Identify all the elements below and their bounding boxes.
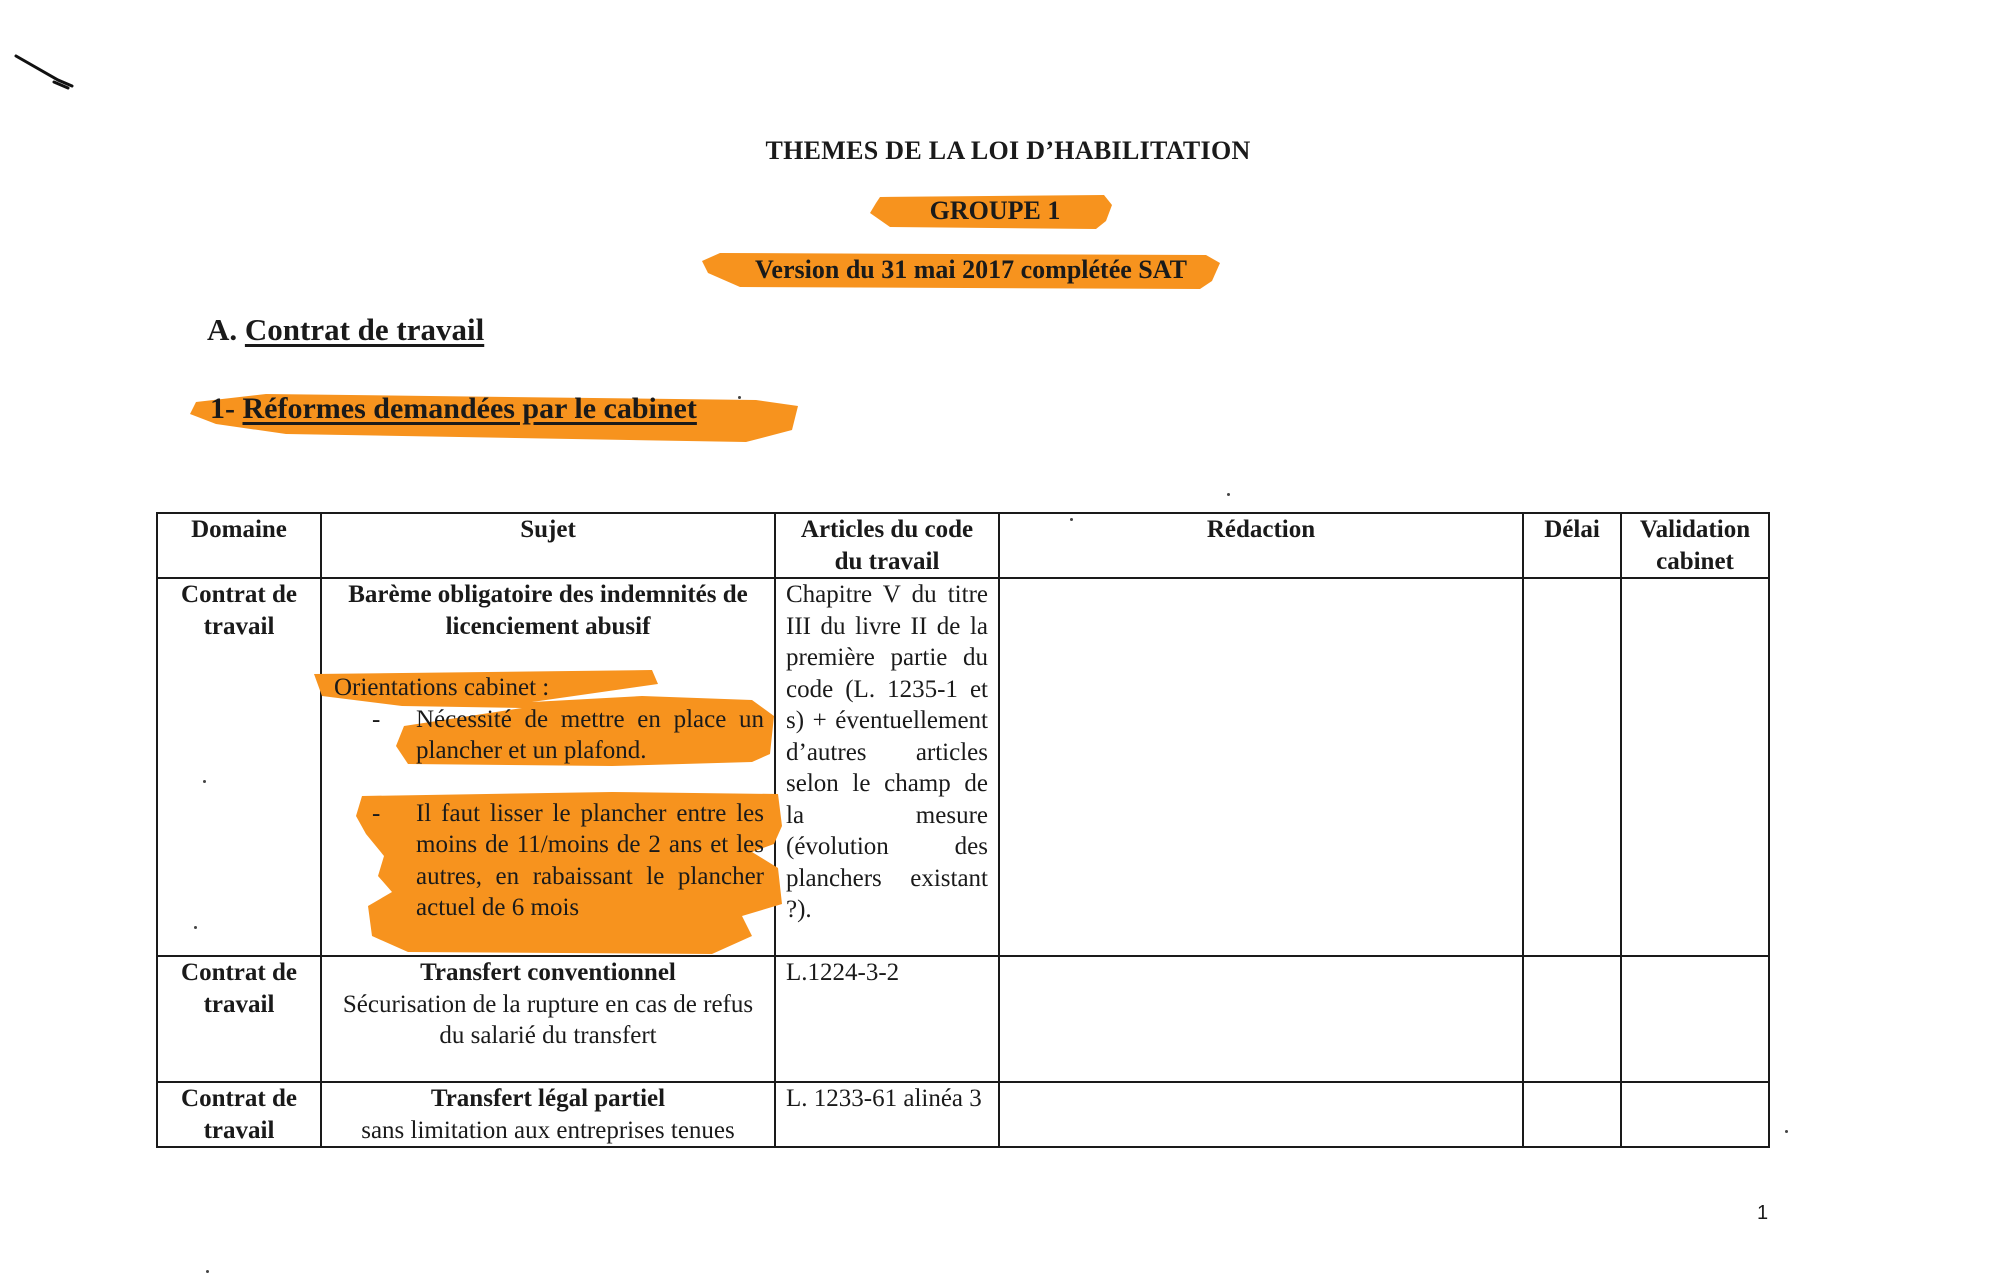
header-delay: Délai <box>1523 513 1621 578</box>
document-title: THEMES DE LA LOI D’HABILITATION <box>765 136 1251 165</box>
domain-cell: Contrat de travail <box>157 578 321 956</box>
header-validation: Validation cabinet <box>1621 513 1769 578</box>
section-title: Contrat de travail <box>244 312 485 347</box>
scan-speck <box>1785 1130 1788 1133</box>
redaction-cell <box>999 578 1523 956</box>
orientations-block <box>332 672 764 924</box>
table-row <box>157 956 1769 1082</box>
table-header-row <box>157 513 1769 578</box>
scan-speck <box>194 926 197 929</box>
pen-mark-icon <box>14 52 76 92</box>
table-row <box>157 1082 1769 1147</box>
subject-title: Barème obligatoire des indemnités de licenciement abusif <box>348 581 748 640</box>
themes-table <box>156 512 1770 1148</box>
section-heading <box>207 312 484 348</box>
header-articles: Articles du code du travail <box>775 513 999 578</box>
version-label <box>700 249 1222 291</box>
validation-cell <box>1621 956 1769 1082</box>
scan-speck <box>738 396 741 399</box>
subject-cell <box>321 578 775 956</box>
delay-cell <box>1523 956 1621 1082</box>
redaction-cell <box>999 956 1523 1082</box>
articles-cell: L.1224-3-2 <box>775 956 999 1082</box>
bullet-mark: - <box>372 799 381 827</box>
subject-title: Transfert conventionnel <box>420 959 676 986</box>
subsection-number: 1- <box>210 392 235 425</box>
section-letter: A. <box>207 312 238 347</box>
subject-text: sans limitation aux entreprises tenues <box>361 1116 735 1144</box>
bullet-text: Nécessité de mettre en place un plancher et un plafond. <box>416 705 764 764</box>
group-label <box>866 191 1116 231</box>
header-domain: Domaine <box>157 513 321 578</box>
scan-speck <box>1227 493 1230 496</box>
orientation-bullet <box>332 704 764 767</box>
subject-title: Transfert légal partiel <box>430 1085 666 1112</box>
table-row <box>157 578 1769 956</box>
validation-cell <box>1621 578 1769 956</box>
articles-cell: L. 1233-61 alinéa 3 <box>775 1082 999 1147</box>
group-text: GROUPE 1 <box>929 196 1061 225</box>
subject-cell <box>321 956 775 1082</box>
subject-text: Sécurisation de la rupture en cas de refus du salarié du transfert <box>342 990 754 1049</box>
domain-cell: Contrat de travail <box>157 1082 321 1147</box>
page-number: 1 <box>1757 1202 1769 1224</box>
orientations-title: Orientations cabinet : <box>334 674 550 701</box>
articles-cell: Chapitre V du titre III du livre II de la première partie du code (L. 1235-1 et s) + éventuellement d’autres articles selon le champ de la mesure (évolution des planchers existant ?). <box>775 578 999 956</box>
scan-speck <box>203 780 206 783</box>
delay-cell <box>1523 578 1621 956</box>
header-redaction: Rédaction <box>999 513 1523 578</box>
bullet-mark: - <box>372 705 381 733</box>
version-text: Version du 31 mai 2017 complétée SAT <box>755 255 1187 284</box>
header-subject: Sujet <box>321 513 775 578</box>
subsection-heading <box>186 384 802 446</box>
subsection-title: Réformes demandées par le cabinet <box>242 392 697 425</box>
subject-cell <box>321 1082 775 1147</box>
redaction-cell <box>999 1082 1523 1147</box>
validation-cell <box>1621 1082 1769 1147</box>
bullet-text: Il faut lisser le plancher entre les moins de 11/moins de 2 ans et les autres, en rabaissant le plancher actuel de 6 mois <box>416 799 764 921</box>
scan-speck <box>1070 518 1073 521</box>
delay-cell <box>1523 1082 1621 1147</box>
orientation-bullet <box>332 798 764 924</box>
domain-cell: Contrat de travail <box>157 956 321 1082</box>
